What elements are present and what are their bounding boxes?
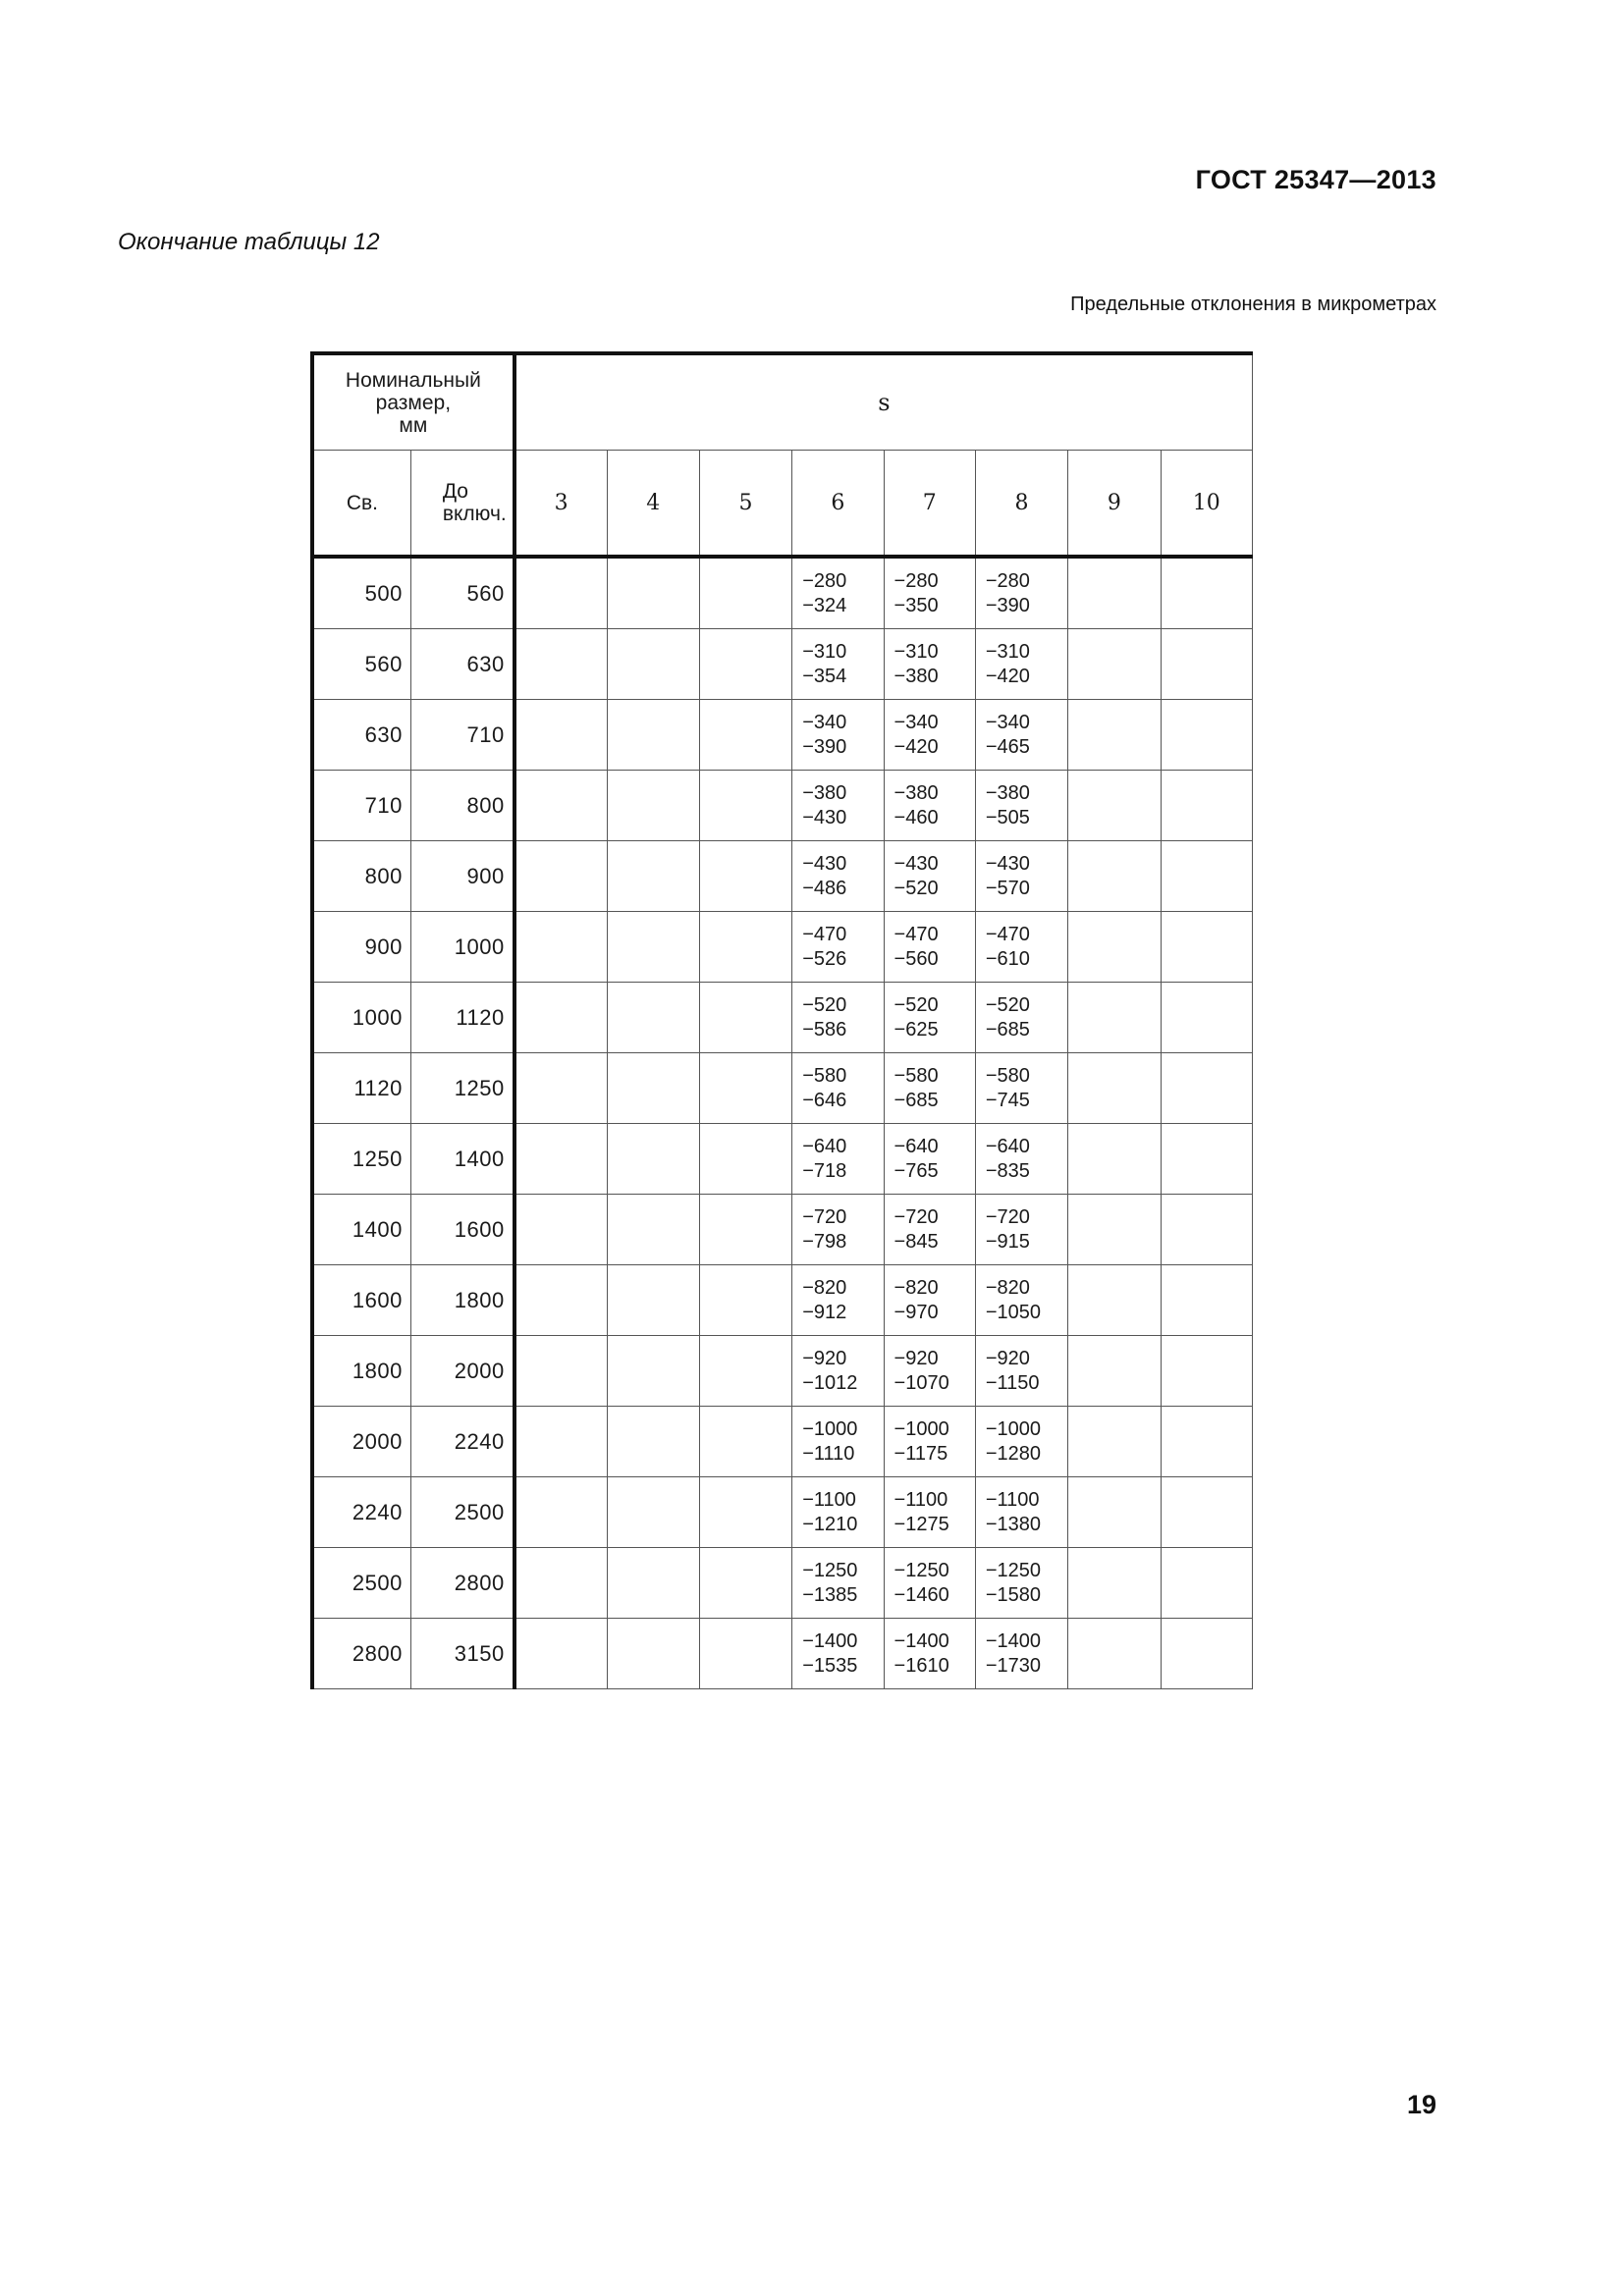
deviation-cell xyxy=(792,629,884,700)
upper-deviation: −310 xyxy=(893,640,939,663)
lower-deviation: −646 xyxy=(802,1089,847,1111)
deviation-cell xyxy=(884,1477,975,1548)
empty-cell xyxy=(607,1053,699,1124)
lower-deviation: −465 xyxy=(985,735,1030,758)
lower-deviation: −1275 xyxy=(893,1513,949,1535)
deviation-cell xyxy=(792,771,884,841)
table-row xyxy=(312,1195,1253,1265)
size-to-cell: 1250 xyxy=(410,1053,514,1124)
lower-deviation: −520 xyxy=(893,877,939,899)
upper-deviation: −280 xyxy=(802,569,847,592)
deviation-cell xyxy=(792,1477,884,1548)
deviation-cell xyxy=(792,1619,884,1689)
upper-deviation: −430 xyxy=(985,852,1030,875)
table-row xyxy=(312,557,1253,629)
lower-deviation: −1460 xyxy=(893,1583,949,1606)
empty-cell xyxy=(1068,1124,1161,1195)
tolerance-table xyxy=(310,351,1253,1689)
upper-deviation: −920 xyxy=(802,1347,847,1369)
empty-cell xyxy=(514,1407,607,1477)
to-header xyxy=(410,451,514,558)
upper-deviation: −820 xyxy=(985,1276,1030,1299)
empty-cell xyxy=(607,1477,699,1548)
empty-cell xyxy=(607,1619,699,1689)
upper-deviation: −820 xyxy=(893,1276,939,1299)
table-row xyxy=(312,1407,1253,1477)
empty-cell xyxy=(514,1619,607,1689)
empty-cell xyxy=(1161,1124,1252,1195)
empty-cell xyxy=(607,1548,699,1619)
lower-deviation: −1150 xyxy=(985,1371,1040,1394)
lower-deviation: −586 xyxy=(802,1018,847,1041)
empty-cell xyxy=(1068,983,1161,1053)
upper-deviation: −310 xyxy=(802,640,847,663)
deviation-cell xyxy=(884,557,975,629)
empty-cell xyxy=(699,983,791,1053)
empty-cell xyxy=(1068,771,1161,841)
grade-header: 4 xyxy=(607,451,699,558)
empty-cell xyxy=(699,1265,791,1336)
empty-cell xyxy=(699,1548,791,1619)
empty-cell xyxy=(1161,629,1252,700)
empty-cell xyxy=(1068,1265,1161,1336)
lower-deviation: −430 xyxy=(802,806,847,828)
upper-deviation: −720 xyxy=(985,1205,1030,1228)
deviation-cell xyxy=(975,841,1067,912)
grade-header: 8 xyxy=(975,451,1067,558)
lower-deviation: −526 xyxy=(802,947,847,970)
size-from-cell: 2000 xyxy=(312,1407,410,1477)
size-to-cell: 1800 xyxy=(410,1265,514,1336)
empty-cell xyxy=(1068,1336,1161,1407)
lower-deviation: −912 xyxy=(802,1301,847,1323)
size-from-cell: 800 xyxy=(312,841,410,912)
upper-deviation: −1400 xyxy=(893,1629,949,1652)
to-header-line-1: До xyxy=(442,480,468,503)
lower-deviation: −685 xyxy=(985,1018,1030,1041)
upper-deviation: −520 xyxy=(802,993,847,1016)
nominal-size-header xyxy=(312,353,514,451)
empty-cell xyxy=(1068,1053,1161,1124)
empty-cell xyxy=(607,1195,699,1265)
empty-cell xyxy=(699,1053,791,1124)
upper-deviation: −1000 xyxy=(893,1417,949,1440)
size-from-cell: 1400 xyxy=(312,1195,410,1265)
grade-header: 5 xyxy=(699,451,791,558)
upper-deviation: −640 xyxy=(985,1135,1030,1157)
empty-cell xyxy=(1161,1336,1252,1407)
deviation-cell xyxy=(884,1195,975,1265)
upper-deviation: −340 xyxy=(893,711,939,733)
empty-cell xyxy=(1068,1548,1161,1619)
upper-deviation: −1250 xyxy=(893,1559,949,1581)
upper-deviation: −380 xyxy=(802,781,847,804)
empty-cell xyxy=(514,629,607,700)
empty-cell xyxy=(1068,912,1161,983)
empty-cell xyxy=(607,912,699,983)
empty-cell xyxy=(1161,557,1252,629)
upper-deviation: −280 xyxy=(985,569,1030,592)
lower-deviation: −1050 xyxy=(985,1301,1042,1323)
deviation-cell xyxy=(884,700,975,771)
deviation-cell xyxy=(975,1548,1067,1619)
empty-cell xyxy=(514,1548,607,1619)
lower-deviation: −970 xyxy=(893,1301,939,1323)
units-note: Предельные отклонения в микрометрах xyxy=(1070,294,1436,315)
deviation-cell xyxy=(884,983,975,1053)
deviation-cell xyxy=(884,1407,975,1477)
empty-cell xyxy=(607,1407,699,1477)
size-from-cell: 1120 xyxy=(312,1053,410,1124)
empty-cell xyxy=(1068,841,1161,912)
size-from-cell: 2500 xyxy=(312,1548,410,1619)
deviation-cell xyxy=(975,1265,1067,1336)
document-code: ГОСТ 25347—2013 xyxy=(1195,165,1436,194)
empty-cell xyxy=(514,771,607,841)
lower-deviation: −460 xyxy=(893,806,939,828)
deviation-cell xyxy=(792,1124,884,1195)
from-header: Св. xyxy=(312,451,410,558)
deviation-cell xyxy=(884,1548,975,1619)
upper-deviation: −470 xyxy=(985,923,1030,945)
empty-cell xyxy=(1068,557,1161,629)
deviation-cell xyxy=(884,1619,975,1689)
lower-deviation: −570 xyxy=(985,877,1030,899)
deviation-cell xyxy=(792,912,884,983)
upper-deviation: −280 xyxy=(893,569,939,592)
grade-header: 9 xyxy=(1068,451,1161,558)
table-row xyxy=(312,1336,1253,1407)
deviation-cell xyxy=(884,1124,975,1195)
empty-cell xyxy=(1161,841,1252,912)
table-body xyxy=(312,557,1253,1689)
size-to-cell: 3150 xyxy=(410,1619,514,1689)
lower-deviation: −1110 xyxy=(802,1442,855,1465)
deviation-cell xyxy=(975,1407,1067,1477)
upper-deviation: −1100 xyxy=(893,1488,948,1511)
empty-cell xyxy=(1161,1548,1252,1619)
empty-cell xyxy=(1161,771,1252,841)
size-to-cell: 2800 xyxy=(410,1548,514,1619)
size-from-cell: 1800 xyxy=(312,1336,410,1407)
empty-cell xyxy=(514,1477,607,1548)
upper-deviation: −720 xyxy=(893,1205,939,1228)
lower-deviation: −915 xyxy=(985,1230,1030,1253)
size-to-cell: 900 xyxy=(410,841,514,912)
upper-deviation: −920 xyxy=(985,1347,1030,1369)
deviation-cell xyxy=(975,1477,1067,1548)
upper-deviation: −1000 xyxy=(985,1417,1042,1440)
empty-cell xyxy=(699,700,791,771)
upper-deviation: −340 xyxy=(985,711,1030,733)
size-from-cell: 630 xyxy=(312,700,410,771)
upper-deviation: −310 xyxy=(985,640,1030,663)
empty-cell xyxy=(514,557,607,629)
grade-header: 6 xyxy=(792,451,884,558)
table-row xyxy=(312,983,1253,1053)
empty-cell xyxy=(607,700,699,771)
deviation-cell xyxy=(884,1053,975,1124)
empty-cell xyxy=(699,557,791,629)
empty-cell xyxy=(514,700,607,771)
nominal-header-line-2: размер, xyxy=(375,391,452,414)
empty-cell xyxy=(1161,700,1252,771)
deviation-cell xyxy=(884,771,975,841)
deviation-cell xyxy=(792,1265,884,1336)
lower-deviation: −1385 xyxy=(802,1583,858,1606)
deviation-cell xyxy=(792,1195,884,1265)
size-from-cell: 560 xyxy=(312,629,410,700)
empty-cell xyxy=(514,983,607,1053)
empty-cell xyxy=(1068,1619,1161,1689)
deviation-cell xyxy=(792,983,884,1053)
lower-deviation: −420 xyxy=(893,735,939,758)
table-row xyxy=(312,629,1253,700)
lower-deviation: −324 xyxy=(802,594,847,616)
lower-deviation: −745 xyxy=(985,1089,1030,1111)
upper-deviation: −580 xyxy=(893,1064,939,1087)
upper-deviation: −520 xyxy=(985,993,1030,1016)
table-row xyxy=(312,1124,1253,1195)
to-header-line-2: включ. xyxy=(442,503,507,525)
empty-cell xyxy=(1161,912,1252,983)
deviation-cell xyxy=(975,557,1067,629)
lower-deviation: −765 xyxy=(893,1159,939,1182)
empty-cell xyxy=(1161,983,1252,1053)
nominal-header-line-3: мм xyxy=(399,413,428,437)
size-from-cell: 710 xyxy=(312,771,410,841)
upper-deviation: −920 xyxy=(893,1347,939,1369)
empty-cell xyxy=(607,1265,699,1336)
page-number: 19 xyxy=(1406,2090,1436,2119)
empty-cell xyxy=(699,1477,791,1548)
deviation-cell xyxy=(975,1336,1067,1407)
deviation-cell xyxy=(975,700,1067,771)
deviation-cell xyxy=(884,912,975,983)
upper-deviation: −1100 xyxy=(985,1488,1040,1511)
empty-cell xyxy=(514,912,607,983)
header-row-top xyxy=(312,353,1253,451)
size-from-cell: 2800 xyxy=(312,1619,410,1689)
table-row xyxy=(312,700,1253,771)
lower-deviation: −1580 xyxy=(985,1583,1042,1606)
lower-deviation: −390 xyxy=(802,735,847,758)
deviation-cell xyxy=(884,841,975,912)
empty-cell xyxy=(699,912,791,983)
size-from-cell: 900 xyxy=(312,912,410,983)
lower-deviation: −1535 xyxy=(802,1654,858,1677)
lower-deviation: −1210 xyxy=(802,1513,858,1535)
upper-deviation: −1400 xyxy=(802,1629,858,1652)
deviation-cell xyxy=(792,1548,884,1619)
empty-cell xyxy=(699,629,791,700)
table-row xyxy=(312,841,1253,912)
empty-cell xyxy=(607,1336,699,1407)
size-from-cell: 2240 xyxy=(312,1477,410,1548)
deviation-cell xyxy=(975,629,1067,700)
lower-deviation: −835 xyxy=(985,1159,1030,1182)
empty-cell xyxy=(514,841,607,912)
deviation-cell xyxy=(884,1265,975,1336)
upper-deviation: −380 xyxy=(893,781,939,804)
lower-deviation: −354 xyxy=(802,665,847,687)
empty-cell xyxy=(514,1053,607,1124)
lower-deviation: −1610 xyxy=(893,1654,949,1677)
size-from-cell: 1600 xyxy=(312,1265,410,1336)
upper-deviation: −1250 xyxy=(985,1559,1042,1581)
upper-deviation: −1250 xyxy=(802,1559,858,1581)
upper-deviation: −1000 xyxy=(802,1417,858,1440)
empty-cell xyxy=(1068,1195,1161,1265)
empty-cell xyxy=(699,771,791,841)
header-row-sub xyxy=(312,451,1253,558)
upper-deviation: −520 xyxy=(893,993,939,1016)
lower-deviation: −1730 xyxy=(985,1654,1042,1677)
lower-deviation: −685 xyxy=(893,1089,939,1111)
lower-deviation: −1175 xyxy=(893,1442,948,1465)
lower-deviation: −1012 xyxy=(802,1371,858,1394)
lower-deviation: −420 xyxy=(985,665,1030,687)
lower-deviation: −845 xyxy=(893,1230,939,1253)
empty-cell xyxy=(1161,1265,1252,1336)
upper-deviation: −470 xyxy=(802,923,847,945)
empty-cell xyxy=(1161,1477,1252,1548)
empty-cell xyxy=(699,1124,791,1195)
deviation-cell xyxy=(792,700,884,771)
size-to-cell: 1400 xyxy=(410,1124,514,1195)
table-row xyxy=(312,1053,1253,1124)
empty-cell xyxy=(699,1619,791,1689)
lower-deviation: −1280 xyxy=(985,1442,1042,1465)
empty-cell xyxy=(1068,629,1161,700)
lower-deviation: −380 xyxy=(893,665,939,687)
lower-deviation: −560 xyxy=(893,947,939,970)
empty-cell xyxy=(699,841,791,912)
nominal-header-line-1: Номинальный xyxy=(345,368,481,392)
lower-deviation: −1380 xyxy=(985,1513,1042,1535)
deviation-cell xyxy=(792,841,884,912)
empty-cell xyxy=(514,1124,607,1195)
empty-cell xyxy=(607,557,699,629)
empty-cell xyxy=(1161,1619,1252,1689)
lower-deviation: −798 xyxy=(802,1230,847,1253)
table-row xyxy=(312,1477,1253,1548)
deviation-cell xyxy=(884,1336,975,1407)
empty-cell xyxy=(1068,700,1161,771)
size-to-cell: 560 xyxy=(410,557,514,629)
table-row xyxy=(312,1548,1253,1619)
empty-cell xyxy=(1161,1053,1252,1124)
empty-cell xyxy=(1161,1195,1252,1265)
table-row xyxy=(312,1265,1253,1336)
size-from-cell: 500 xyxy=(312,557,410,629)
empty-cell xyxy=(607,771,699,841)
size-to-cell: 630 xyxy=(410,629,514,700)
empty-cell xyxy=(699,1407,791,1477)
field-header: s xyxy=(514,353,1253,451)
size-from-cell: 1000 xyxy=(312,983,410,1053)
empty-cell xyxy=(607,983,699,1053)
lower-deviation: −505 xyxy=(985,806,1030,828)
grade-header: 3 xyxy=(514,451,607,558)
upper-deviation: −580 xyxy=(985,1064,1030,1087)
upper-deviation: −1400 xyxy=(985,1629,1042,1652)
upper-deviation: −640 xyxy=(893,1135,939,1157)
empty-cell xyxy=(607,841,699,912)
size-to-cell: 1600 xyxy=(410,1195,514,1265)
empty-cell xyxy=(607,1124,699,1195)
upper-deviation: −820 xyxy=(802,1276,847,1299)
deviation-cell xyxy=(792,1407,884,1477)
deviation-cell xyxy=(884,629,975,700)
upper-deviation: −1100 xyxy=(802,1488,856,1511)
size-to-cell: 710 xyxy=(410,700,514,771)
empty-cell xyxy=(607,629,699,700)
deviation-cell xyxy=(975,1619,1067,1689)
table-row xyxy=(312,1619,1253,1689)
size-to-cell: 1120 xyxy=(410,983,514,1053)
empty-cell xyxy=(699,1336,791,1407)
deviation-cell xyxy=(975,1195,1067,1265)
lower-deviation: −486 xyxy=(802,877,847,899)
empty-cell xyxy=(514,1195,607,1265)
deviation-cell xyxy=(975,983,1067,1053)
deviation-cell xyxy=(792,1053,884,1124)
lower-deviation: −1070 xyxy=(893,1371,949,1394)
lower-deviation: −350 xyxy=(893,594,939,616)
lower-deviation: −625 xyxy=(893,1018,939,1041)
empty-cell xyxy=(699,1195,791,1265)
upper-deviation: −430 xyxy=(802,852,847,875)
lower-deviation: −610 xyxy=(985,947,1030,970)
size-from-cell: 1250 xyxy=(312,1124,410,1195)
size-to-cell: 800 xyxy=(410,771,514,841)
deviation-cell xyxy=(975,912,1067,983)
empty-cell xyxy=(514,1336,607,1407)
empty-cell xyxy=(1068,1477,1161,1548)
upper-deviation: −430 xyxy=(893,852,939,875)
empty-cell xyxy=(1068,1407,1161,1477)
deviation-cell xyxy=(975,771,1067,841)
table-caption: Окончание таблицы 12 xyxy=(118,229,380,255)
upper-deviation: −340 xyxy=(802,711,847,733)
grade-header: 7 xyxy=(884,451,975,558)
upper-deviation: −640 xyxy=(802,1135,847,1157)
size-to-cell: 2240 xyxy=(410,1407,514,1477)
deviation-cell xyxy=(975,1053,1067,1124)
grade-header: 10 xyxy=(1161,451,1252,558)
size-to-cell: 2000 xyxy=(410,1336,514,1407)
upper-deviation: −470 xyxy=(893,923,939,945)
empty-cell xyxy=(1161,1407,1252,1477)
upper-deviation: −380 xyxy=(985,781,1030,804)
table-row xyxy=(312,771,1253,841)
size-to-cell: 1000 xyxy=(410,912,514,983)
table-row xyxy=(312,912,1253,983)
empty-cell xyxy=(514,1265,607,1336)
size-to-cell: 2500 xyxy=(410,1477,514,1548)
deviation-cell xyxy=(792,557,884,629)
lower-deviation: −390 xyxy=(985,594,1030,616)
upper-deviation: −720 xyxy=(802,1205,847,1228)
upper-deviation: −580 xyxy=(802,1064,847,1087)
lower-deviation: −718 xyxy=(802,1159,847,1182)
deviation-cell xyxy=(975,1124,1067,1195)
deviation-cell xyxy=(792,1336,884,1407)
